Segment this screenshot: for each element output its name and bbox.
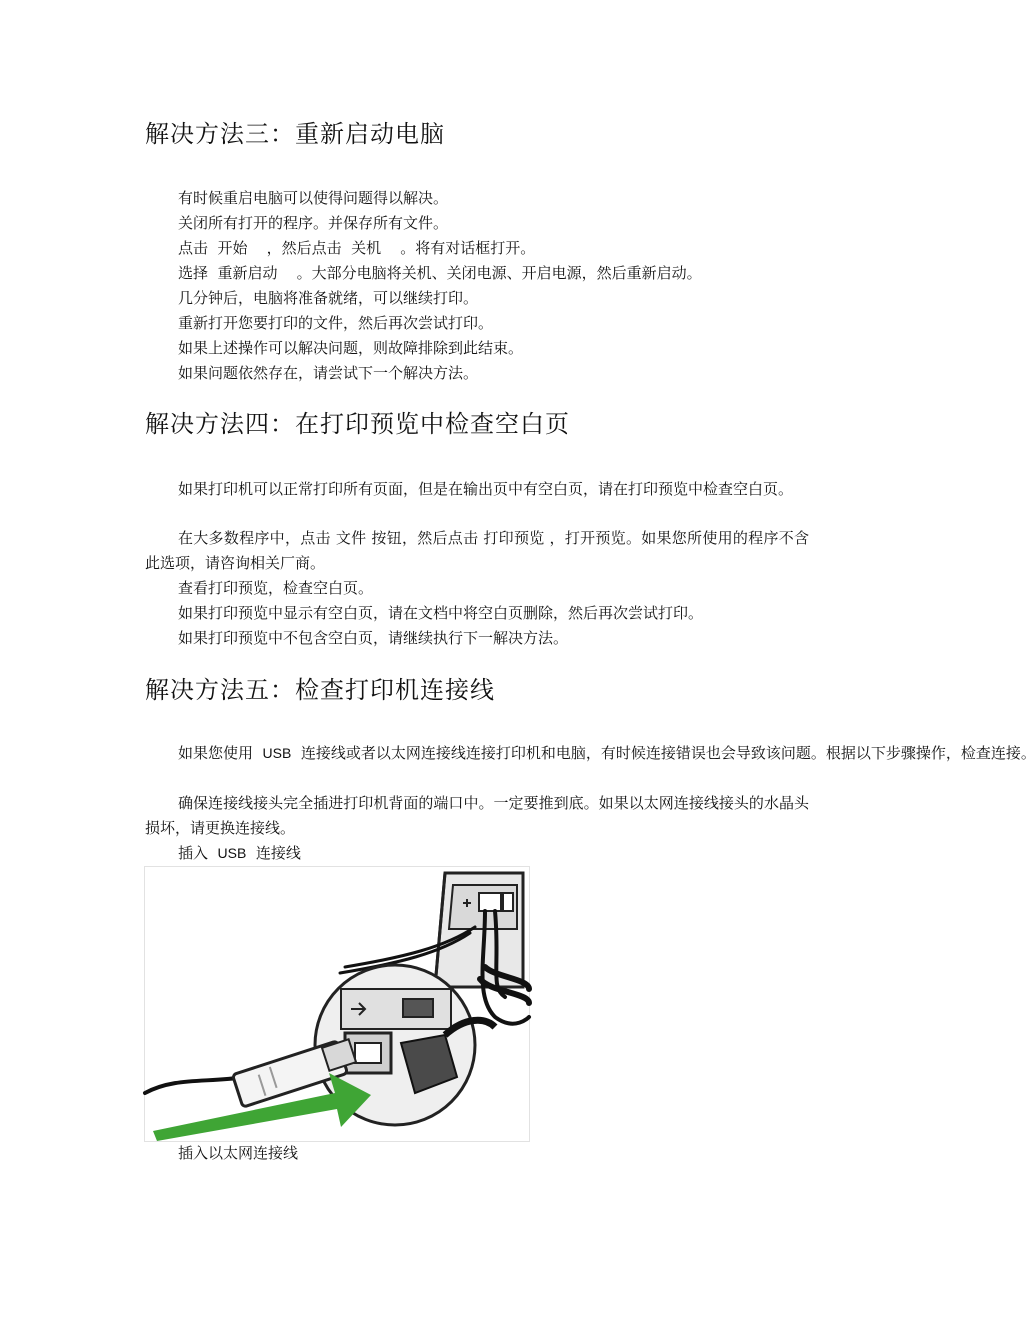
- figure-caption-usb: [178, 843, 301, 863]
- section5-p1-text-b: 连接线或者以太网连接线连接打印机和电脑，有时候连接错误也会导致该问题。根据以下步骤操作，检查连接。: [291, 744, 1036, 762]
- figure-caption-ethernet: 插入以太网连接线: [178, 1144, 299, 1162]
- section5-heading: 解决方法五：检查打印机连接线: [145, 676, 495, 704]
- section4-heading: 解决方法四：在打印预览中检查空白页: [145, 410, 570, 438]
- section4-paragraph-1: 如果打印机可以正常打印所有页面，但是在输出页中有空白页，请在打印预览中检查空白页。: [178, 480, 794, 498]
- section3-line-7: 如果上述操作可以解决问题，则故障排除到此结束。: [178, 339, 524, 357]
- section3-line-3: 点击 开始 ，然后点击 关机 。将有对话框打开。: [178, 239, 536, 257]
- section3-line-5: 几分钟后，电脑将准备就绪，可以继续打印。: [178, 289, 479, 307]
- caption-usb-text-b: 连接线: [246, 844, 301, 862]
- section4-line-5: 如果打印预览中不包含空白页，请继续执行下一解决方法。: [178, 629, 569, 647]
- section5-p1-text-a: 如果您使用: [178, 744, 263, 762]
- printer-back-panel: [435, 873, 523, 987]
- section5-paragraph-2: 确保连接线接头完全插进打印机背面的端口中。一定要推到底。如果以太网连接线接头的水晶头损坏，请更换连接线。: [145, 794, 809, 837]
- section3-line-1: 有时候重启电脑可以使得问题得以解决。: [178, 189, 449, 207]
- caption-usb-term: USB: [217, 845, 247, 861]
- section5-paragraph-1: [145, 741, 1036, 766]
- section4-line-4: 如果打印预览中显示有空白页，请在文档中将空白页删除，然后再次尝试打印。: [178, 604, 704, 622]
- section3-heading: 解决方法三：重新启动电脑: [145, 120, 445, 148]
- usb-cable-illustration: [145, 867, 529, 1141]
- usb-cable-figure: [144, 866, 530, 1142]
- section3-line-6: 重新打开您要打印的文件，然后再次尝试打印。: [178, 314, 494, 332]
- section4-line-3: 查看打印预览，检查空白页。: [178, 579, 374, 597]
- section4-paragraph-2: 在大多数程序中，点击 文件 按钮，然后点击 打印预览 ，打开预览。如果您所使用的程序不含此选项，请咨询相关厂商。: [145, 529, 809, 572]
- section3-line-8: 如果问题依然存在，请尝试下一个解决方法。: [178, 364, 479, 382]
- section3-line-4: 选择 重新启动 。大部分电脑将关机、关闭电源、开启电源，然后重新启动。: [178, 264, 702, 282]
- caption-usb-text-a: 插入: [178, 844, 218, 862]
- section3-line-2: 关闭所有打开的程序。并保存所有文件。: [178, 214, 449, 232]
- usb-term: USB: [262, 745, 292, 761]
